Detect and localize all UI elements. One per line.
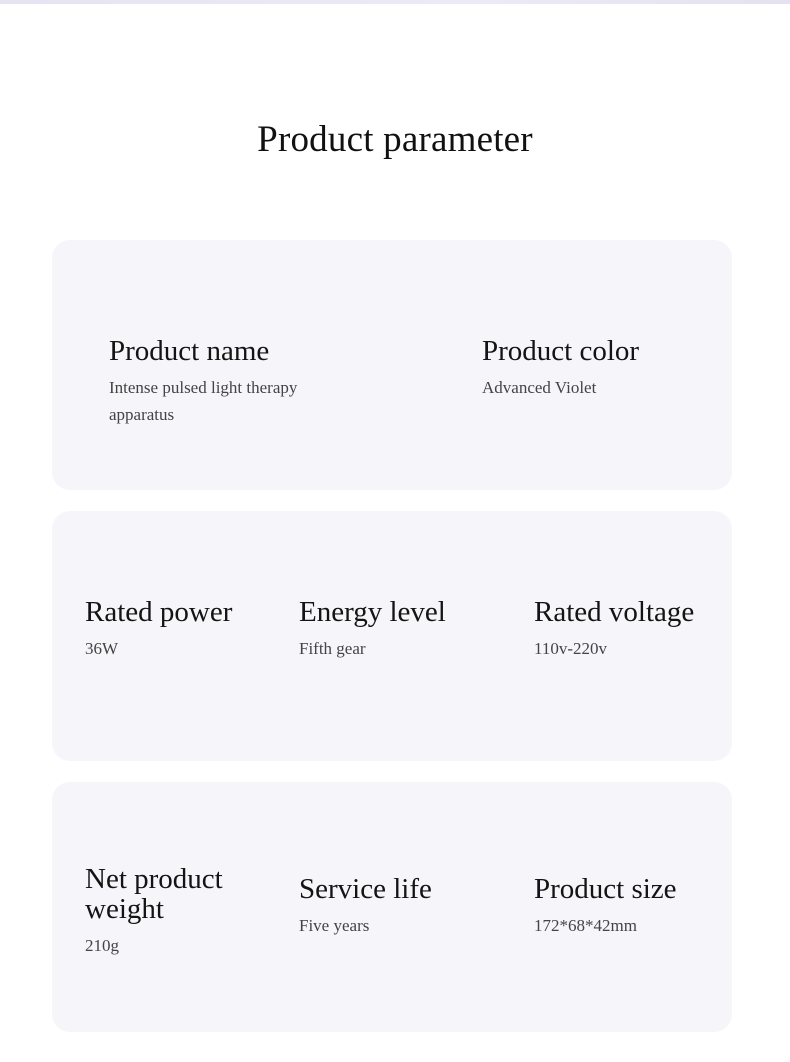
param-label: Product size — [534, 873, 677, 905]
param-product-name — [109, 336, 359, 428]
param-label: Rated power — [85, 596, 233, 628]
param-label: Service life — [299, 873, 432, 905]
param-label: Product color — [482, 335, 640, 367]
param-service-life — [299, 874, 509, 939]
param-value: Advanced Violet — [482, 378, 597, 397]
parameter-card-1 — [52, 240, 732, 490]
param-value: Intense pulsed light therapy apparatus — [109, 378, 298, 424]
param-value: Five years — [299, 916, 370, 935]
page-title: Product parameter — [257, 119, 533, 160]
param-value: 172*68*42mm — [534, 916, 637, 935]
top-accent-strip — [0, 0, 790, 4]
parameter-card-2 — [52, 511, 732, 761]
param-value: 210g — [85, 936, 119, 955]
parameter-card-3 — [52, 782, 732, 1032]
param-label: Product name — [109, 335, 270, 367]
param-value: 36W — [85, 639, 119, 658]
param-energy-level — [299, 597, 509, 662]
param-value: 110v-220v — [534, 639, 608, 658]
param-product-color — [482, 336, 712, 401]
param-net-weight — [85, 864, 275, 959]
param-label: Rated voltage — [534, 596, 695, 628]
param-value: Fifth gear — [299, 639, 366, 658]
param-label: Net product weight — [85, 863, 223, 925]
param-label: Energy level — [299, 596, 446, 628]
param-product-size — [534, 874, 724, 939]
param-rated-power — [85, 597, 285, 662]
param-rated-voltage — [534, 597, 724, 662]
